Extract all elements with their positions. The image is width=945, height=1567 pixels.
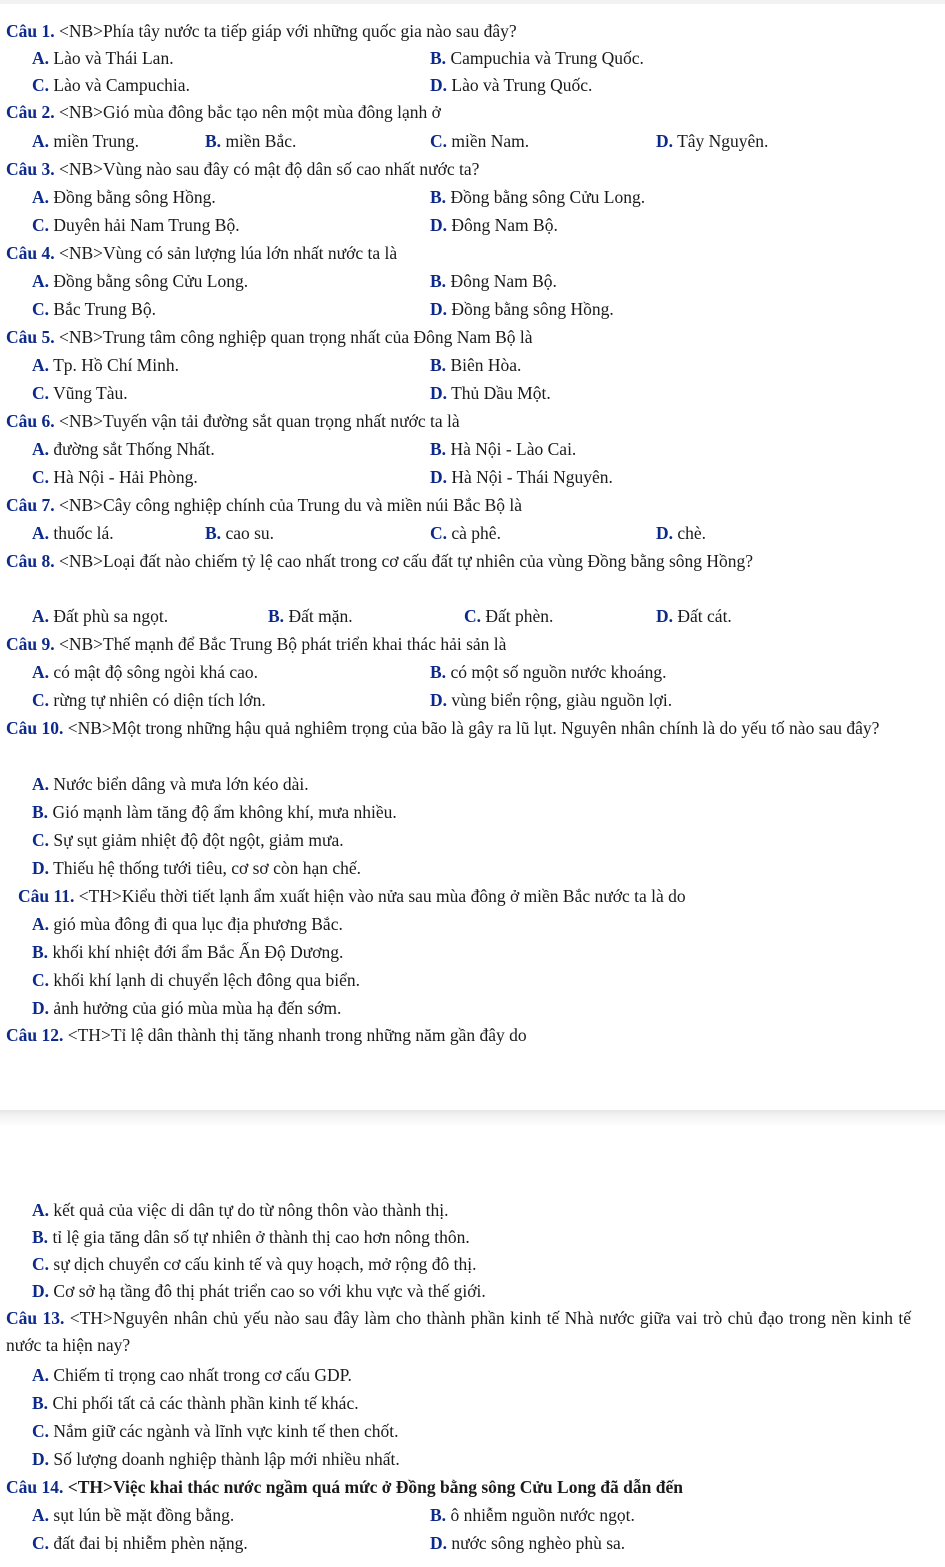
question-2-options-row [0,128,945,155]
option-a[interactable]: A. gió mùa đông đi qua lục địa phương Bắc. [32,914,343,934]
question-number: Câu 2. [6,102,55,122]
question-number: Câu 4. [6,243,55,263]
question-number: Câu 3. [6,159,55,179]
question-5-options-row-2 [0,380,945,407]
question-5-options-row-1 [0,352,945,379]
question-text: <NB>Cây công nghiệp chính của Trung du và miền núi Bắc Bộ là [54,495,523,515]
option-c[interactable]: C. sự dịch chuyển cơ cấu kinh tế và quy hoạch, mở rộng đô thị. [32,1254,477,1274]
question-11-stem [18,883,923,910]
question-4-options-row-2 [0,296,945,323]
question-7-options-row [0,520,945,547]
option-b[interactable]: B. có một số nguồn nước khoáng. [430,662,667,682]
question-number: Câu 14. [6,1477,64,1497]
question-text: <TH>Tỉ lệ dân thành thị tăng nhanh trong những năm gần đây do [63,1025,527,1045]
question-number: Câu 5. [6,327,55,347]
option-c[interactable]: C. khối khí lạnh di chuyển lệch đông qua biển. [32,970,361,990]
option-a[interactable]: A. sụt lún bề mặt đồng bằng. [32,1505,235,1525]
option-b[interactable]: B. Gió mạnh làm tăng độ ẩm không khí, mưa nhiều. [32,802,397,822]
option-b[interactable]: B. Đất mặn. [268,606,353,626]
question-11-option-a-row [0,911,945,938]
question-text: <NB>Vùng có sản lượng lúa lớn nhất nước ta là [54,243,398,263]
option-c[interactable]: C. rừng tự nhiên có diện tích lớn. [32,690,266,710]
option-d[interactable]: D. ảnh hưởng của gió mùa mùa hạ đến sớm. [32,998,342,1018]
question-3-stem [6,156,911,183]
question-12-option-c-row [0,1251,945,1278]
option-c[interactable]: C. miền Nam. [430,131,530,151]
question-10-option-d-row [0,855,945,882]
option-c[interactable]: C. Lào và Campuchia. [32,75,190,95]
question-1-options-row-1 [0,45,945,72]
option-b[interactable]: B. khối khí nhiệt đới ẩm Bắc Ấn Độ Dương. [32,942,344,962]
question-12-stem [6,1022,911,1049]
option-b[interactable]: B. Đồng bằng sông Cửu Long. [430,187,646,207]
question-text: <NB>Gió mùa đông bắc tạo nên một mùa đông lạnh ở [54,102,441,122]
question-11-option-b-row [0,939,945,966]
option-a[interactable]: A. Chiếm tỉ trọng cao nhất trong cơ cấu GDP. [32,1365,352,1385]
question-10-option-a-row [0,771,945,798]
option-d[interactable]: D. Lào và Trung Quốc. [430,75,593,95]
option-a[interactable]: A. Nước biển dâng và mưa lớn kéo dài. [32,774,309,794]
option-d[interactable]: D. chè. [656,523,707,543]
question-text: <NB>Loại đất nào chiếm tỷ lệ cao nhất trong cơ cấu đất tự nhiên của vùng Đồng bằng sông Hồng? [54,551,754,571]
option-c[interactable]: C. Bắc Trung Bộ. [32,299,156,319]
option-d[interactable]: D. Hà Nội - Thái Nguyên. [430,467,613,487]
option-c[interactable]: C. đất đai bị nhiễm phèn nặng. [32,1533,248,1553]
question-number: Câu 6. [6,411,55,431]
option-a[interactable]: A. Đồng bằng sông Hồng. [32,187,216,207]
option-d[interactable]: D. nước sông nghèo phù sa. [430,1533,626,1553]
question-9-options-row-1 [0,659,945,686]
question-11-option-c-row [0,967,945,994]
question-3-options-row-2 [0,212,945,239]
option-a[interactable]: A. Lào và Thái Lan. [32,48,174,68]
option-b[interactable]: B. ô nhiễm nguồn nước ngọt. [430,1505,635,1525]
option-b[interactable]: B. Hà Nội - Lào Cai. [430,439,577,459]
question-8-stem [6,548,911,575]
question-text: <TH>Kiểu thời tiết lạnh ẩm xuất hiện vào nửa sau mùa đông ở miền Bắc nước ta là do [74,886,686,906]
option-b[interactable]: B. Biên Hòa. [430,355,522,375]
option-d[interactable]: D. Cơ sở hạ tầng đô thị phát triển cao so với khu vực và thế giới. [32,1281,486,1301]
question-text: <NB>Một trong những hậu quả nghiêm trọng của bão là gây ra lũ lụt. Nguyên nhân chính là do yếu tố nào sau đây? [63,718,880,738]
option-c[interactable]: C. Duyên hải Nam Trung Bộ. [32,215,240,235]
question-7-stem [6,492,911,519]
question-9-stem [6,631,911,658]
option-d[interactable]: D. Thủ Dầu Một. [430,383,551,403]
option-d[interactable]: D. vùng biển rộng, giàu nguồn lợi. [430,690,673,710]
question-number: Câu 7. [6,495,55,515]
question-4-stem [6,240,911,267]
question-1-options-row-2 [0,72,945,99]
option-d[interactable]: D. Số lượng doanh nghiệp thành lập mới nhiều nhất. [32,1449,400,1469]
question-14-options-row-2 [0,1530,945,1557]
option-b[interactable]: B. Chi phối tất cả các thành phần kinh tế khác. [32,1393,359,1413]
option-a[interactable]: A. miền Trung. [32,131,139,151]
option-b[interactable]: B. Campuchia và Trung Quốc. [430,48,644,68]
top-edge-shade [0,0,945,4]
question-6-options-row-1 [0,436,945,463]
option-c[interactable]: C. Vũng Tàu. [32,383,128,403]
question-2-stem [6,99,911,126]
question-10-option-c-row [0,827,945,854]
option-d[interactable]: D. Thiếu hệ thống tưới tiêu, cơ sơ còn hạn chế. [32,858,362,878]
question-number: Câu 9. [6,634,55,654]
option-a[interactable]: A. có mật độ sông ngòi khá cao. [32,662,258,682]
option-d[interactable]: D. Đông Nam Bộ. [430,215,558,235]
option-a[interactable]: A. thuốc lá. [32,523,114,543]
question-4-options-row-1 [0,268,945,295]
question-13-option-d-row [0,1446,945,1473]
question-number: Câu 10. [6,718,64,738]
question-1-stem [6,18,911,45]
question-number: Câu 1. [6,21,55,41]
question-text: <TH>Việc khai thác nước ngầm quá mức ở Đồng bằng sông Cửu Long đã dẫn đến [63,1477,683,1497]
question-14-stem [6,1474,911,1501]
question-12-option-b-row [0,1224,945,1251]
question-13-option-c-row [0,1418,945,1445]
question-10-option-b-row [0,799,945,826]
option-a[interactable]: A. kết quả của việc di dân tự do từ nông thôn vào thành thị. [32,1200,449,1220]
option-b[interactable]: B. miền Bắc. [205,131,297,151]
question-10-stem [6,715,911,742]
question-13-stem [6,1305,911,1359]
option-b[interactable]: B. tỉ lệ gia tăng dân số tự nhiên ở thành thị cao hơn nông thôn. [32,1227,470,1247]
page-break-gap [0,1110,945,1200]
question-6-options-row-2 [0,464,945,491]
question-text: <NB>Thế mạnh để Bắc Trung Bộ phát triển khai thác hải sản là [54,634,507,654]
option-a[interactable]: A. Đất phù sa ngọt. [32,606,169,626]
option-c[interactable]: C. Sự sụt giảm nhiệt độ đột ngột, giảm mưa. [32,830,344,850]
option-c[interactable]: C. Hà Nội - Hải Phòng. [32,467,198,487]
question-number: Câu 12. [6,1025,64,1045]
option-a[interactable]: A. Tp. Hồ Chí Minh. [32,355,179,375]
question-text: <TH>Nguyên nhân chủ yếu nào sau đây làm cho thành phần kinh tế Nhà nước giữa vai trò chủ đạo trong nền kinh tế nước ta hiện nay? [6,1308,911,1355]
option-c[interactable]: C. Đất phèn. [464,606,554,626]
question-text: <NB>Vùng nào sau đây có mật độ dân số cao nhất nước ta? [54,159,480,179]
question-text: <NB>Tuyến vận tải đường sắt quan trọng nhất nước ta là [54,411,460,431]
question-12-option-a-row [0,1197,945,1224]
question-14-options-row-1 [0,1502,945,1529]
question-5-stem [6,324,911,351]
question-number: Câu 8. [6,551,55,571]
option-c[interactable]: C. Nắm giữ các ngành và lĩnh vực kinh tế then chốt. [32,1421,399,1441]
option-b[interactable]: B. cao su. [205,523,275,543]
option-a[interactable]: A. Đồng bằng sông Cửu Long. [32,271,249,291]
question-text: <NB>Trung tâm công nghiệp quan trọng nhất của Đông Nam Bộ là [54,327,533,347]
question-3-options-row-1 [0,184,945,211]
question-9-options-row-2 [0,687,945,714]
question-number: Câu 13. [6,1308,65,1328]
option-d[interactable]: D. Đất cát. [656,606,732,626]
question-12-option-d-row [0,1278,945,1305]
option-d[interactable]: D. Tây Nguyên. [656,131,769,151]
option-b[interactable]: B. Đông Nam Bộ. [430,271,557,291]
question-13-option-a-row [0,1362,945,1389]
question-13-option-b-row [0,1390,945,1417]
option-a[interactable]: A. đường sắt Thống Nhất. [32,439,215,459]
question-text: <NB>Phía tây nước ta tiếp giáp với những quốc gia nào sau đây? [54,21,517,41]
option-d[interactable]: D. Đồng bằng sông Hồng. [430,299,614,319]
question-8-options-row [0,603,945,630]
question-number: Câu 11. [18,886,75,906]
option-c[interactable]: C. cà phê. [430,523,501,543]
question-11-option-d-row [0,995,945,1022]
question-6-stem [6,408,911,435]
